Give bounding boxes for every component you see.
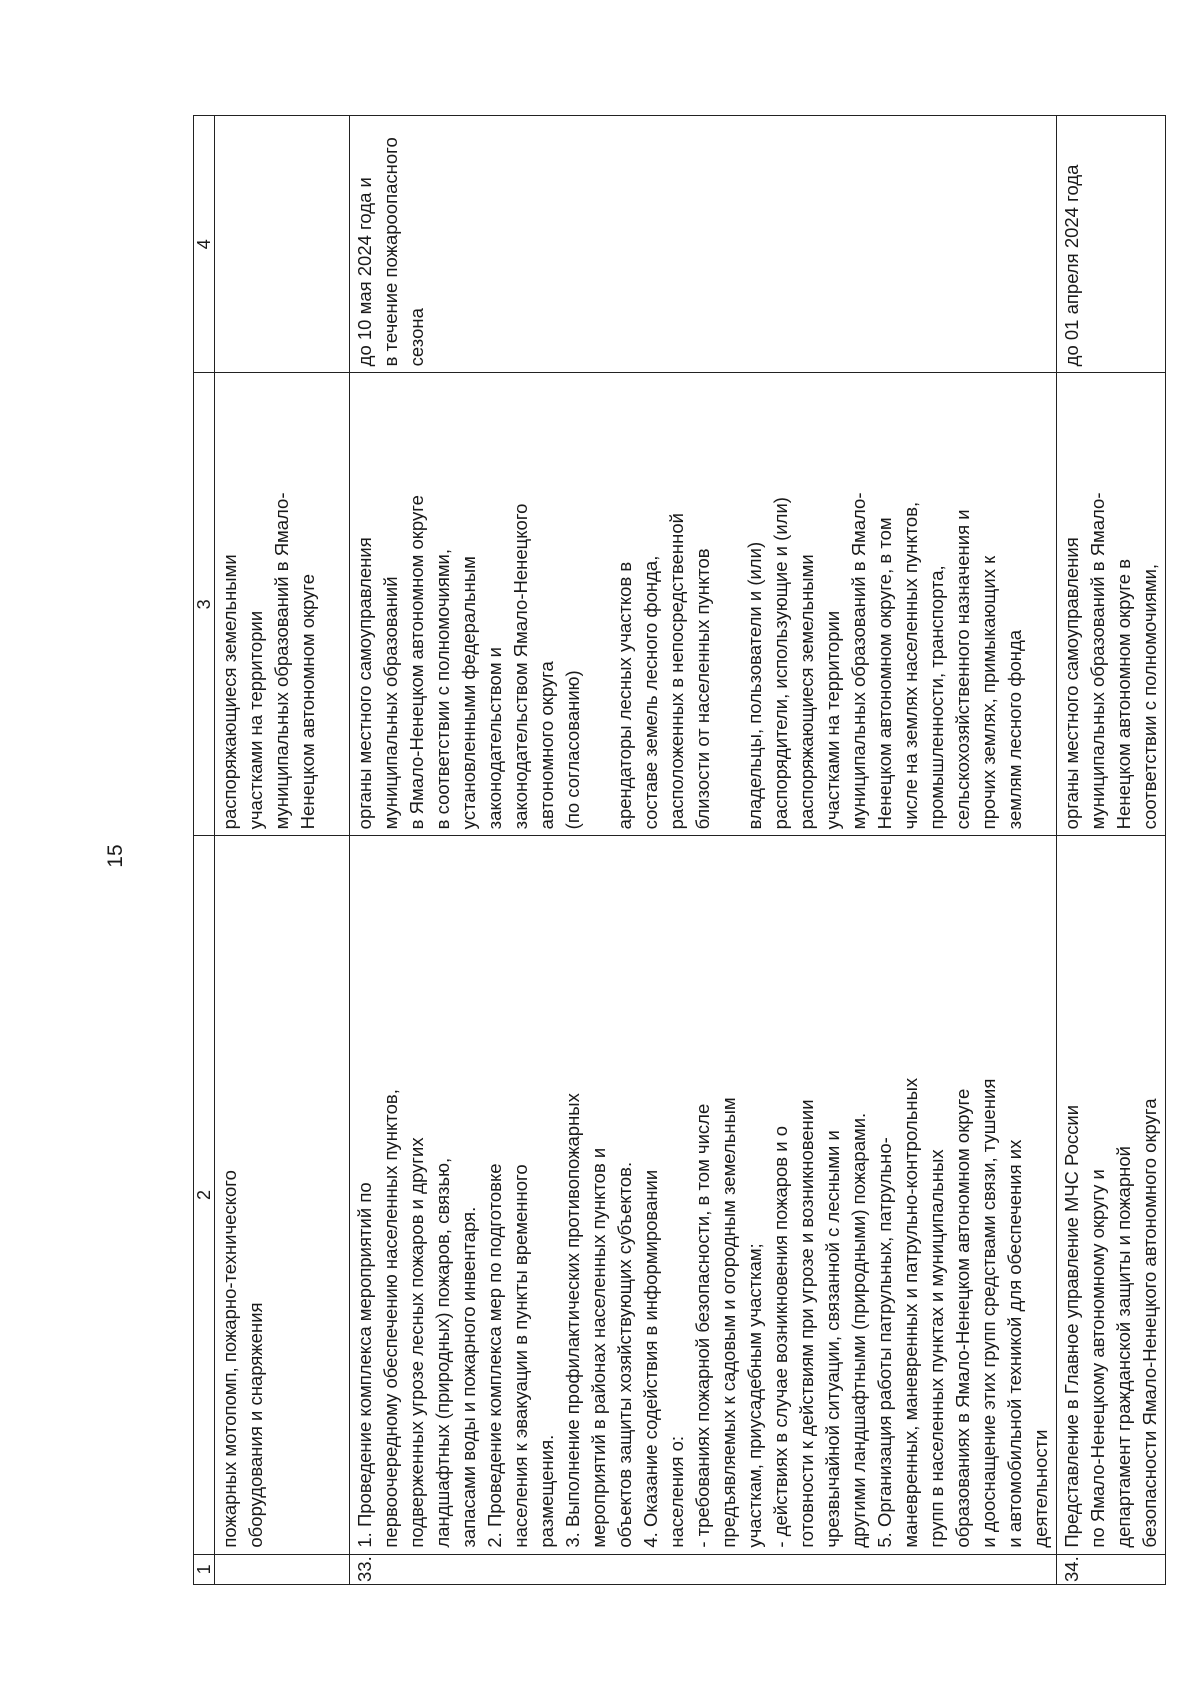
- row-number: 34.: [1057, 1554, 1166, 1584]
- table-row: [350, 116, 1057, 1585]
- header-col-1: 1: [194, 1554, 215, 1584]
- row-number: 33.: [350, 1554, 1057, 1584]
- table-header-row: [194, 116, 215, 1585]
- header-col-2: 2: [194, 836, 215, 1554]
- measure-text: пожарных мотопомп, пожарно-технического оборудования и снаряжения: [215, 836, 350, 1554]
- deadline-text: до 01 апреля 2024 года: [1057, 116, 1166, 373]
- rotated-table-container: [193, 115, 1160, 1585]
- deadline-text: до 10 мая 2024 года и в течение пожароопасного сезона: [350, 116, 1057, 373]
- table-row: [215, 116, 350, 1585]
- responsible-text: органы местного самоуправления муниципальных образований в Ямало- Ненецком автономном округе в соответствии с полномочиями,: [1057, 373, 1166, 836]
- responsible-text: распоряжающиеся земельными участками на территории муниципальных образований в Ямало- Ненецком автономном округе: [215, 373, 350, 836]
- header-col-4: 4: [194, 116, 215, 373]
- row-number: [215, 1554, 350, 1584]
- deadline-text: [215, 116, 350, 373]
- page-number: 15: [104, 844, 127, 868]
- measure-text: Представление в Главное управление МЧС России по Ямало-Ненецкому автономному округу и департамент гражданской защиты и пожарной безопасности Ямало-Ненецкого автономного округа: [1057, 836, 1166, 1554]
- table-row: [1057, 116, 1166, 1585]
- header-col-3: 3: [194, 373, 215, 836]
- measure-text: 1. Проведение комплекса мероприятий по первоочередному обеспечению населенных пунктов, подверженных угрозе лесных пожаров и других ландшафтных (природных) пожаров, связью, запасами воды и пожарного инвентаря. 2. Проведение комплекса мер по подготовке населения к эвакуации в пункты временного размещения. 3. Выполнение профилактических противопожарных мероприятий в районах населенных пунктов и объектов защиты хозяйствующих субъектов. 4. Оказание содействия в информировании населения о: - требованиях пожарной безопасности, в том числе предъявляемых к садовым и огородным земельным участкам, приусадебным участкам; - действиях в случае возникновения пожаров и о готовности к действиям при угрозе и возникновении чрезвычайной ситуации, связанной с лесными и другими ландшафтными (природными) пожарами. 5. Организация работы патрульных, патрульно- маневренных, маневренных и патрульно-контрольных групп в населенных пунктах и муниципальных образованиях в Ямало-Ненецком автономном округе и дооснащение этих групп средствами связи, тушения и автомобильной техникой для обеспечения их деятельности: [350, 836, 1057, 1554]
- measures-table: [193, 115, 1166, 1585]
- responsible-text: органы местного самоуправления муниципальных образований в Ямало-Ненецком автономном округе в соответствии с полномочиями, установленными федеральным законодательством и законодательством Ямало-Ненецкого автономного округа (по согласованию) арендаторы лесных участков в составе земель лесного фонда, расположенных в непосредственной близости от населенных пунктов владельцы, пользователи и (или) распорядители, использующие и (или) распоряжающиеся земельными участками на территории муниципальных образований в Ямало- Ненецком автономном округе, в том числе на землях населенных пунктов, промышленности, транспорта, сельскохозяйственного назначения и прочих землях, примыкающих к землям лесного фонда: [350, 373, 1057, 836]
